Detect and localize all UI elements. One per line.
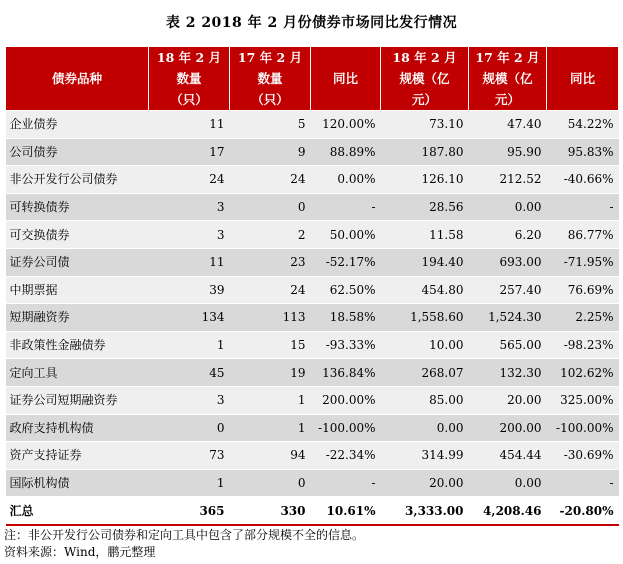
bond-type-cell: 证券公司短期融资券 xyxy=(6,386,149,414)
bond-type-cell: 短期融资券 xyxy=(6,304,149,332)
column-header xyxy=(381,47,469,111)
value-cell: 113 xyxy=(230,304,311,332)
bond-type-cell: 可交换债券 xyxy=(6,221,149,249)
value-cell: 15 xyxy=(230,331,311,359)
value-cell: 1 xyxy=(230,386,311,414)
value-cell: 693.00 xyxy=(469,248,547,276)
column-header xyxy=(547,47,619,111)
value-cell: 5 xyxy=(230,111,311,139)
value-cell: 24 xyxy=(230,276,311,304)
value-cell: 0 xyxy=(230,469,311,497)
bond-type-cell: 公司债券 xyxy=(6,138,149,166)
bond-issuance-table xyxy=(5,46,619,526)
bond-type-cell: 企业债券 xyxy=(6,111,149,139)
value-cell: 3 xyxy=(149,221,230,249)
column-header-line: （只） xyxy=(170,92,208,107)
value-cell: 454.80 xyxy=(381,276,469,304)
column-header-line: 规模（亿 xyxy=(399,71,450,86)
table-row xyxy=(6,414,619,442)
value-cell: -100.00% xyxy=(547,414,619,442)
column-header-line: 18 年 2 月 xyxy=(156,50,222,65)
value-cell: 23 xyxy=(230,248,311,276)
value-cell: - xyxy=(311,469,381,497)
value-cell: 132.30 xyxy=(469,359,547,387)
bond-type-cell: 资产支持证券 xyxy=(6,442,149,470)
column-header xyxy=(6,47,149,111)
value-cell: 325.00% xyxy=(547,386,619,414)
table-row xyxy=(6,304,619,332)
value-cell: 20.00 xyxy=(469,386,547,414)
value-cell: 11 xyxy=(149,111,230,139)
column-header xyxy=(311,47,381,111)
bond-type-cell: 国际机构债 xyxy=(6,469,149,497)
value-cell: 88.89% xyxy=(311,138,381,166)
column-header-line: 18 年 2 月 xyxy=(392,50,457,65)
value-cell: 2 xyxy=(230,221,311,249)
table-row xyxy=(6,166,619,194)
column-header-line: 债券品种 xyxy=(51,71,102,86)
value-cell: 120.00% xyxy=(311,111,381,139)
column-header xyxy=(469,47,547,111)
value-cell: 1,524.30 xyxy=(469,304,547,332)
column-header xyxy=(230,47,311,111)
footnote: 注：非公开发行公司债券和定向工具中包含了部分规模不全的信息。 xyxy=(4,528,365,542)
value-cell: - xyxy=(311,193,381,221)
total-value-cell: 330 xyxy=(230,497,311,525)
table-row xyxy=(6,221,619,249)
table-row xyxy=(6,276,619,304)
value-cell: 187.80 xyxy=(381,138,469,166)
total-value-cell: 10.61% xyxy=(311,497,381,525)
value-cell: 314.99 xyxy=(381,442,469,470)
value-cell: 136.84% xyxy=(311,359,381,387)
column-header-line: 数量 xyxy=(257,71,283,86)
header-row xyxy=(6,47,619,111)
value-cell: -93.33% xyxy=(311,331,381,359)
table-row xyxy=(6,111,619,139)
bond-type-cell: 非公开发行公司债券 xyxy=(6,166,149,194)
value-cell: 73.10 xyxy=(381,111,469,139)
value-cell: 3 xyxy=(149,386,230,414)
total-row xyxy=(6,497,619,525)
value-cell: 95.83% xyxy=(547,138,619,166)
bond-type-cell: 中期票据 xyxy=(6,276,149,304)
value-cell: 95.90 xyxy=(469,138,547,166)
value-cell: 45 xyxy=(149,359,230,387)
source-note: 资料来源：Wind，鹏元整理 xyxy=(4,545,156,559)
value-cell: 20.00 xyxy=(381,469,469,497)
table-row xyxy=(6,442,619,470)
value-cell: - xyxy=(547,469,619,497)
bond-type-cell: 定向工具 xyxy=(6,359,149,387)
table-row xyxy=(6,138,619,166)
bond-type-cell: 政府支持机构债 xyxy=(6,414,149,442)
table-row xyxy=(6,248,619,276)
notes xyxy=(4,527,364,561)
bond-type-cell: 可转换债券 xyxy=(6,193,149,221)
value-cell: 11 xyxy=(149,248,230,276)
table-row xyxy=(6,193,619,221)
column-header-line: 同比 xyxy=(569,71,595,86)
value-cell: 1,558.60 xyxy=(381,304,469,332)
value-cell: 2.25% xyxy=(547,304,619,332)
value-cell: 86.77% xyxy=(547,221,619,249)
table-row xyxy=(6,469,619,497)
value-cell: - xyxy=(547,193,619,221)
column-header-line: 元） xyxy=(411,92,437,107)
column-header-line: 元） xyxy=(494,92,520,107)
column-header-line: 同比 xyxy=(332,71,358,86)
value-cell: 0 xyxy=(149,414,230,442)
value-cell: 200.00 xyxy=(469,414,547,442)
value-cell: 85.00 xyxy=(381,386,469,414)
value-cell: 194.40 xyxy=(381,248,469,276)
value-cell: 200.00% xyxy=(311,386,381,414)
value-cell: 39 xyxy=(149,276,230,304)
value-cell: -52.17% xyxy=(311,248,381,276)
column-header xyxy=(149,47,230,111)
value-cell: -100.00% xyxy=(311,414,381,442)
value-cell: 102.62% xyxy=(547,359,619,387)
value-cell: 257.40 xyxy=(469,276,547,304)
column-header-line: 17 年 2 月 xyxy=(237,50,303,65)
value-cell: -71.95% xyxy=(547,248,619,276)
value-cell: 1 xyxy=(149,331,230,359)
value-cell: 24 xyxy=(149,166,230,194)
total-value-cell: 365 xyxy=(149,497,230,525)
value-cell: 565.00 xyxy=(469,331,547,359)
value-cell: 212.52 xyxy=(469,166,547,194)
value-cell: 3 xyxy=(149,193,230,221)
value-cell: -22.34% xyxy=(311,442,381,470)
value-cell: 28.56 xyxy=(381,193,469,221)
value-cell: 94 xyxy=(230,442,311,470)
column-header-line: 17 年 2 月 xyxy=(475,50,540,65)
value-cell: 0 xyxy=(230,193,311,221)
total-value-cell: 3,333.00 xyxy=(381,497,469,525)
total-value-cell: -20.80% xyxy=(547,497,619,525)
value-cell: 73 xyxy=(149,442,230,470)
value-cell: 0.00 xyxy=(469,193,547,221)
table-row xyxy=(6,331,619,359)
table-row xyxy=(6,359,619,387)
value-cell: 9 xyxy=(230,138,311,166)
total-value-cell: 4,208.46 xyxy=(469,497,547,525)
bond-type-cell: 非政策性金融债券 xyxy=(6,331,149,359)
table-row xyxy=(6,386,619,414)
column-header-line: （只） xyxy=(251,92,289,107)
value-cell: 0.00 xyxy=(381,414,469,442)
value-cell: 6.20 xyxy=(469,221,547,249)
value-cell: 19 xyxy=(230,359,311,387)
value-cell: 17 xyxy=(149,138,230,166)
value-cell: 62.50% xyxy=(311,276,381,304)
value-cell: 18.58% xyxy=(311,304,381,332)
value-cell: 0.00 xyxy=(469,469,547,497)
value-cell: -98.23% xyxy=(547,331,619,359)
value-cell: 10.00 xyxy=(381,331,469,359)
total-label: 汇总 xyxy=(6,497,149,525)
bond-type-cell: 证券公司债 xyxy=(6,248,149,276)
value-cell: 0.00% xyxy=(311,166,381,194)
value-cell: 134 xyxy=(149,304,230,332)
value-cell: 76.69% xyxy=(547,276,619,304)
value-cell: 50.00% xyxy=(311,221,381,249)
table-title: 表 2 2018 年 2 月份债券市场同比发行情况 xyxy=(165,15,458,31)
value-cell: 11.58 xyxy=(381,221,469,249)
value-cell: 1 xyxy=(149,469,230,497)
value-cell: 54.22% xyxy=(547,111,619,139)
value-cell: -30.69% xyxy=(547,442,619,470)
value-cell: 268.07 xyxy=(381,359,469,387)
value-cell: 47.40 xyxy=(469,111,547,139)
column-header-line: 规模（亿 xyxy=(482,71,533,86)
value-cell: -40.66% xyxy=(547,166,619,194)
value-cell: 454.44 xyxy=(469,442,547,470)
value-cell: 126.10 xyxy=(381,166,469,194)
column-header-line: 数量 xyxy=(176,71,202,86)
value-cell: 1 xyxy=(230,414,311,442)
value-cell: 24 xyxy=(230,166,311,194)
